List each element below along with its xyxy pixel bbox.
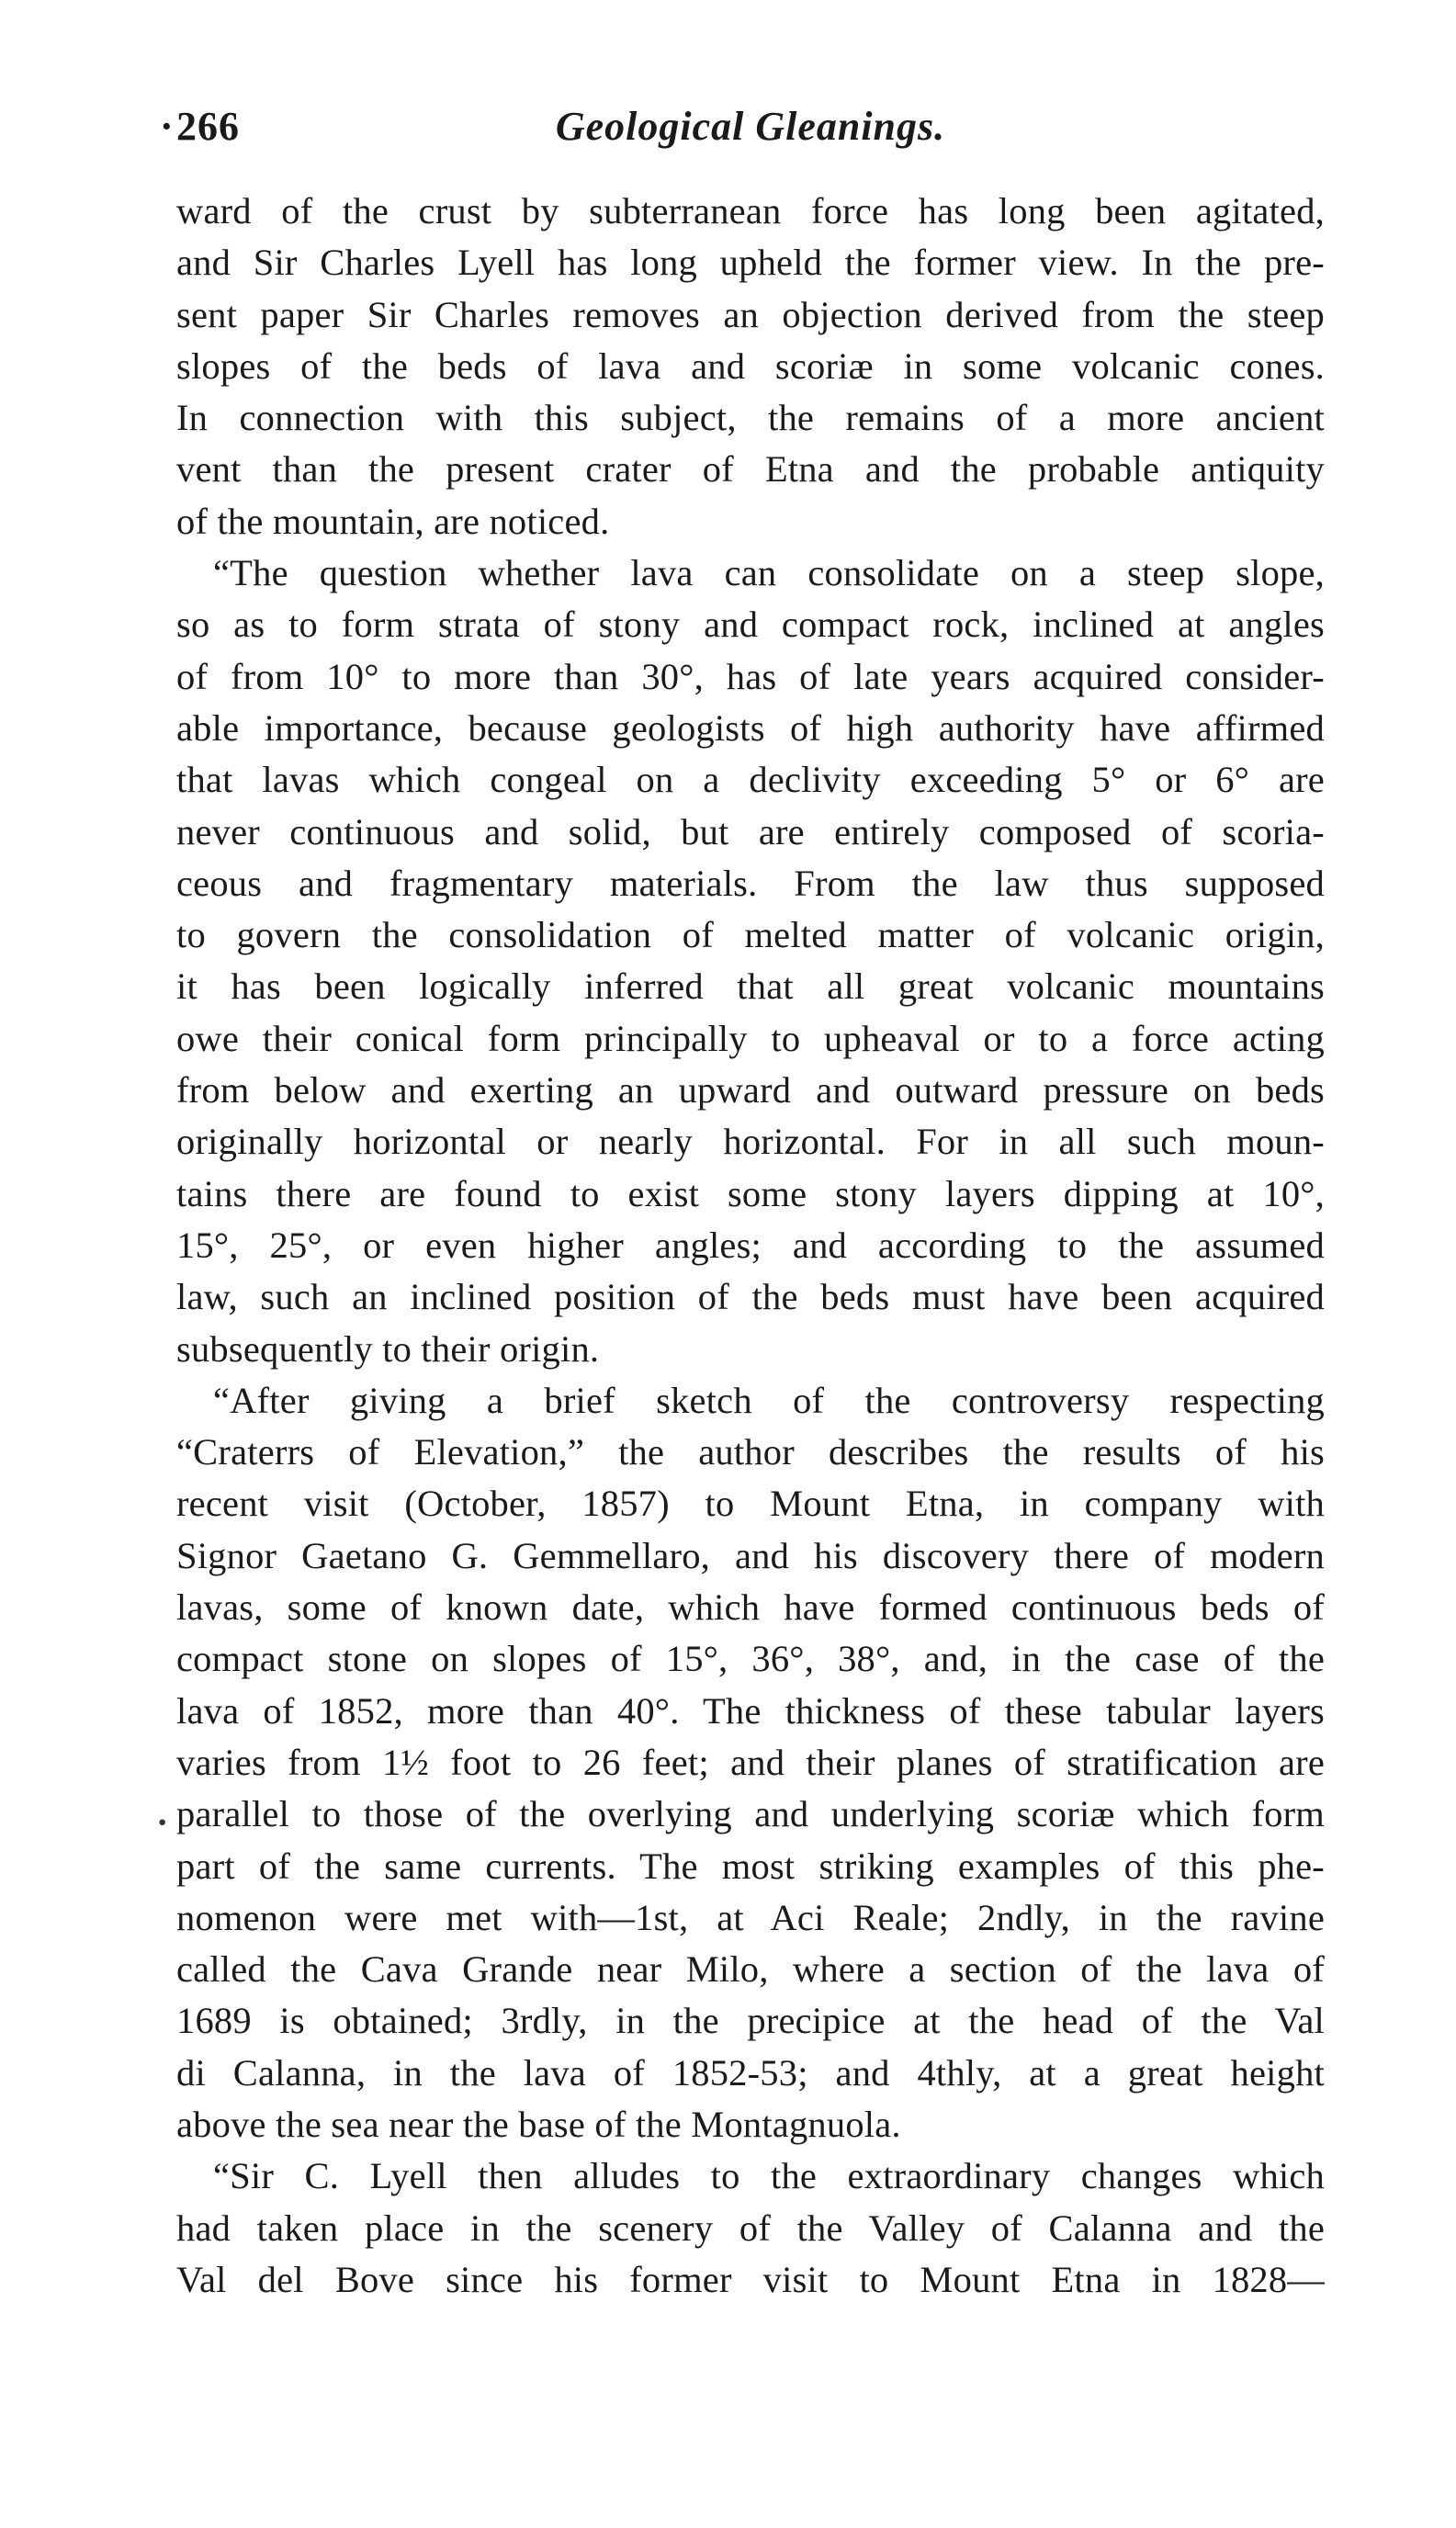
text-line: compact stone on slopes of 15°, 36°, 38°, and, in the case of the [176, 1638, 1325, 1680]
text-line: “Craterrs of Elevation,” the author describes the results of his [176, 1431, 1325, 1473]
text-line: subsequently to their origin. [176, 1327, 600, 1370]
text-line: slopes of the beds of lava and scoriæ in some volcanic cones. [176, 344, 1325, 387]
text-line: di Calanna, in the lava of 1852-53; and 4thly, at a great height [176, 2051, 1325, 2094]
text-line: Val del Bove since his former visit to Mount Etna in 1828— [176, 2258, 1325, 2300]
text-line: “After giving a brief sketch of the controversy respecting [213, 1379, 1325, 1421]
text-line: from below and exerting an upward and outward pressure on beds [176, 1069, 1325, 1112]
text-line: ceous and fragmentary materials. From the law thus supposed [176, 862, 1325, 904]
running-head [160, 103, 1325, 158]
text-line: and Sir Charles Lyell has long upheld the former view. In the pre- [176, 242, 1325, 284]
text-line: law, such an inclined position of the beds must have been acquired [176, 1276, 1325, 1318]
text-line: part of the same currents. The most striking examples of this phe- [176, 1845, 1325, 1887]
text-line: above the sea near the base of the Montagnuola. [176, 2103, 901, 2145]
text-line: had taken place in the scenery of the Valley of Calanna and the [176, 2206, 1325, 2249]
text-line: owe their conical form principally to upheaval or to a force acting [176, 1017, 1325, 1059]
text-line: never continuous and solid, but are entirely composed of scoria- [176, 810, 1325, 852]
text-line: vent than the present crater of Etna and the probable antiquity [176, 448, 1325, 491]
text-line: originally horizontal or nearly horizontal. For in all such moun- [176, 1121, 1325, 1163]
text-line: 15°, 25°, or even higher angles; and according to the assumed [176, 1224, 1325, 1266]
text-line: parallel to those of the overlying and underlying scoriæ which form [176, 1793, 1325, 1835]
running-title: Geological Gleanings. [555, 104, 946, 149]
margin-dot: · [156, 1801, 169, 1843]
text-line: of from 10° to more than 30°, has of late years acquired consider- [176, 655, 1325, 697]
body-text [176, 186, 1325, 2306]
page-number: 266 [176, 104, 240, 149]
text-line: “Sir C. Lyell then alludes to the extraordinary changes which [213, 2155, 1325, 2197]
text-line: it has been logically inferred that all great volcanic mountains [176, 965, 1325, 1008]
text-line: recent visit (October, 1857) to Mount Etna, in company with [176, 1483, 1325, 1525]
text-line: of the mountain, are noticed. [176, 500, 610, 542]
text-line: to govern the consolidation of melted matter of volcanic origin, [176, 914, 1325, 956]
text-line: so as to form strata of stony and compact rock, inclined at angles [176, 604, 1325, 646]
text-line: called the Cava Grande near Milo, where a section of the lava of [176, 1948, 1325, 1991]
text-line: nomenon were met with—1st, at Aci Reale; 2ndly, in the ravine [176, 1896, 1325, 1938]
text-line: varies from 1½ foot to 26 feet; and their planes of stratification are [176, 1741, 1325, 1783]
text-line: that lavas which congeal on a declivity exceeding 5° or 6° are [176, 759, 1325, 801]
text-line: lavas, some of known date, which have formed continuous beds of [176, 1586, 1325, 1629]
text-line: tains there are found to exist some stony layers dipping at 10°, [176, 1172, 1325, 1214]
text-line: able importance, because geologists of high authority have affirmed [176, 706, 1325, 749]
text-line: “The question whether lava can consolidate on a steep slope, [213, 552, 1325, 594]
text-line: sent paper Sir Charles removes an objection derived from the steep [176, 293, 1325, 335]
text-line: ward of the crust by subterranean force has long been agitated, [176, 190, 1325, 231]
text-line: 1689 is obtained; 3rdly, in the precipice at the head of the Val [176, 2000, 1325, 2042]
text-line: lava of 1852, more than 40°. The thickness of these tabular layers [176, 1689, 1325, 1732]
text-line: In connection with this subject, the remains of a more ancient [176, 397, 1325, 439]
text-line: Signor Gaetano G. Gemmellaro, and his discovery there of modern [176, 1534, 1325, 1576]
margin-dot: · [160, 104, 174, 149]
